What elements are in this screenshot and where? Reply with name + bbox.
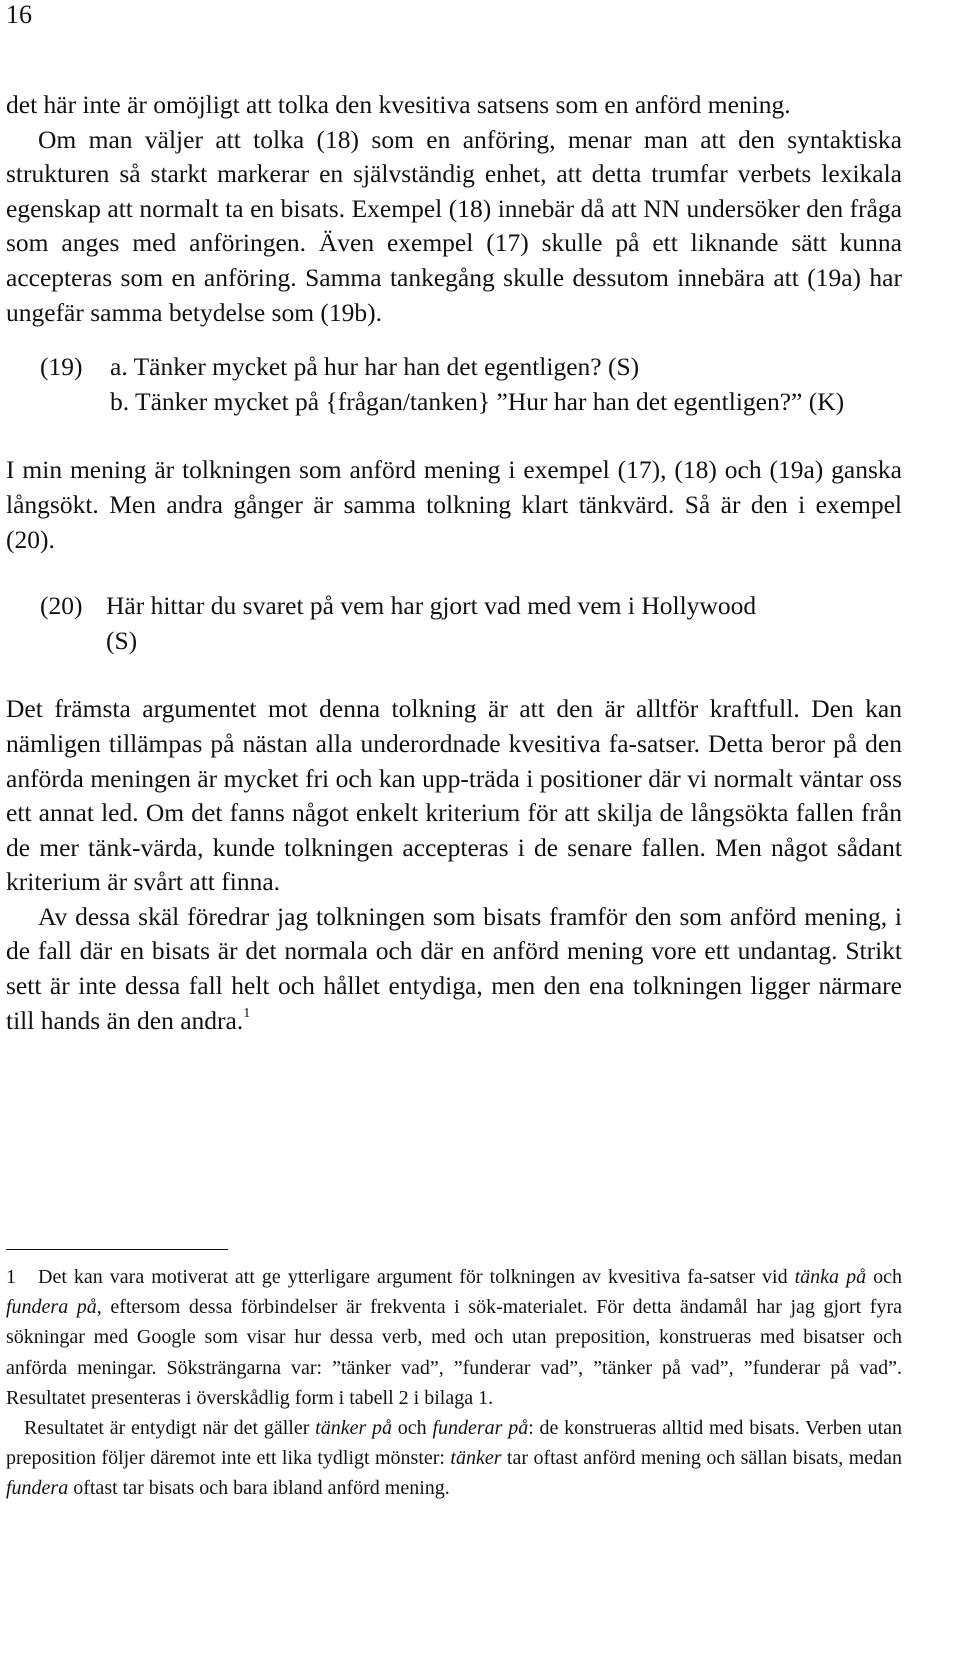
example-19 [6,350,902,419]
page-number: 16 [6,0,32,29]
example-body [110,350,902,419]
footnote-mark: 1 [6,1266,16,1288]
paragraph: Det främsta argumentet mot denna tolkning är att den är alltför kraftfull. Den kan nämligen tillämpas på nästan alla underordnade kvesitiva fa-satser. Detta beror på den anförda meningen är mycket fri och kan upp-träda i positioner där vi normalt väntar oss ett annat led. Om det fanns något enkelt kriterium för att skilja de långsökta fallen från de mer tänk-värda, kunde tolkningen accepteras i de senare fallen. Men något sådant kriterium är svårt att finna. [6,694,902,897]
footnote-emphasis: fundera på, [6,1296,102,1319]
example-body: Här hittar du svaret på vem har gjort vad med vem i Hollywood (S) [106,591,757,655]
footnote-paragraph [6,1413,902,1504]
paragraph: Om man väljer att tolka (18) som en anföring, menar man att den syntaktiska strukturen så starkt markerar en självständig enhet, att detta trumfar verbets lexikala egenskap att normalt ta en bisats. Exempel (18) innebär då att NN undersöker den fråga som anges med anföringen. Även exempel (17) skulle på ett liknande sätt kunna accepteras som en anföring. Samma tankegång skulle dessutom innebära att (19a) har ungefär samma betydelse som (19b). [6,124,902,327]
paragraph: det här inte är omöjligt att tolka den kvesitiva satsens som en anförd mening. [6,90,791,119]
paragraph [6,900,902,1038]
footnote-divider [6,1249,228,1250]
paragraph-text: Av dessa skäl föredrar jag tolkningen som bisats framför den som anförd mening, i de fall där en bisats är det normala och där en anförd mening vore ett undantag. Strikt sett är inte dessa fall helt och hållet entydiga, men den ena tolkningen ligger närmare till hands än den andra. [6,901,902,1035]
footnote-emphasis: tänker [450,1447,502,1470]
footnote-paragraph [6,1262,902,1413]
footnote-text: tar oftast anförd mening och sällan bisats, medan [501,1447,902,1470]
example-number: (19) [40,352,83,382]
footnote-text: och [866,1266,902,1288]
footnote-text: och [392,1417,433,1440]
footnote-emphasis: tänker på [315,1417,393,1440]
example-item-b: b. Tänker mycket på {frågan/tanken} ”Hur har han det egentligen?” (K) [110,386,845,416]
footnote-text: Resultatet är entydigt när det gäller [24,1417,316,1440]
footnote-emphasis: tänka på [794,1266,867,1288]
footnote-text: eftersom dessa förbindelser är frekventa i sök-materialet. För detta ändamål har jag gjort fyra sökningar med Google som visar hur dessa verb, med och utan preposition, konstrueras med bisatser och anförda meningar. Söksträngarna var: ”tänker vad”, ”funderar vad”, ”tänker på vad”, ”funderar på vad”. Resultatet presenteras i överskådlig form i tabell 2 i bilaga 1. [6,1296,902,1409]
footnote-text: : de konstrueras alltid med bisats. Verben utan preposition följer däremot inte ett lika tydligt mönster: [6,1417,902,1470]
paragraph: I min mening är tolkningen som anförd mening i exempel (17), (18) och (19a) ganska långsökt. Men andra gånger är samma tolkning klart tänkvärd. Så är den i exempel (20). [6,455,902,554]
footnote-reference[interactable]: 1 [243,1005,251,1021]
footnote-area [6,1262,902,1504]
main-text [6,88,902,1038]
footnote-text: Det kan vara motiverat att ge ytterligare argument för tolkningen av kvesitiva fa-satser vid [38,1266,795,1288]
footnote-emphasis: funderar på [432,1417,529,1440]
example-number: (20) [40,591,83,621]
example-item-a: a. Tänker mycket på hur har han det egentligen? (S) [110,352,640,382]
footnote-text: oftast tar bisats och bara ibland anförd mening. [68,1477,450,1500]
example-20 [6,589,902,658]
footnote-emphasis: fundera [6,1477,69,1500]
